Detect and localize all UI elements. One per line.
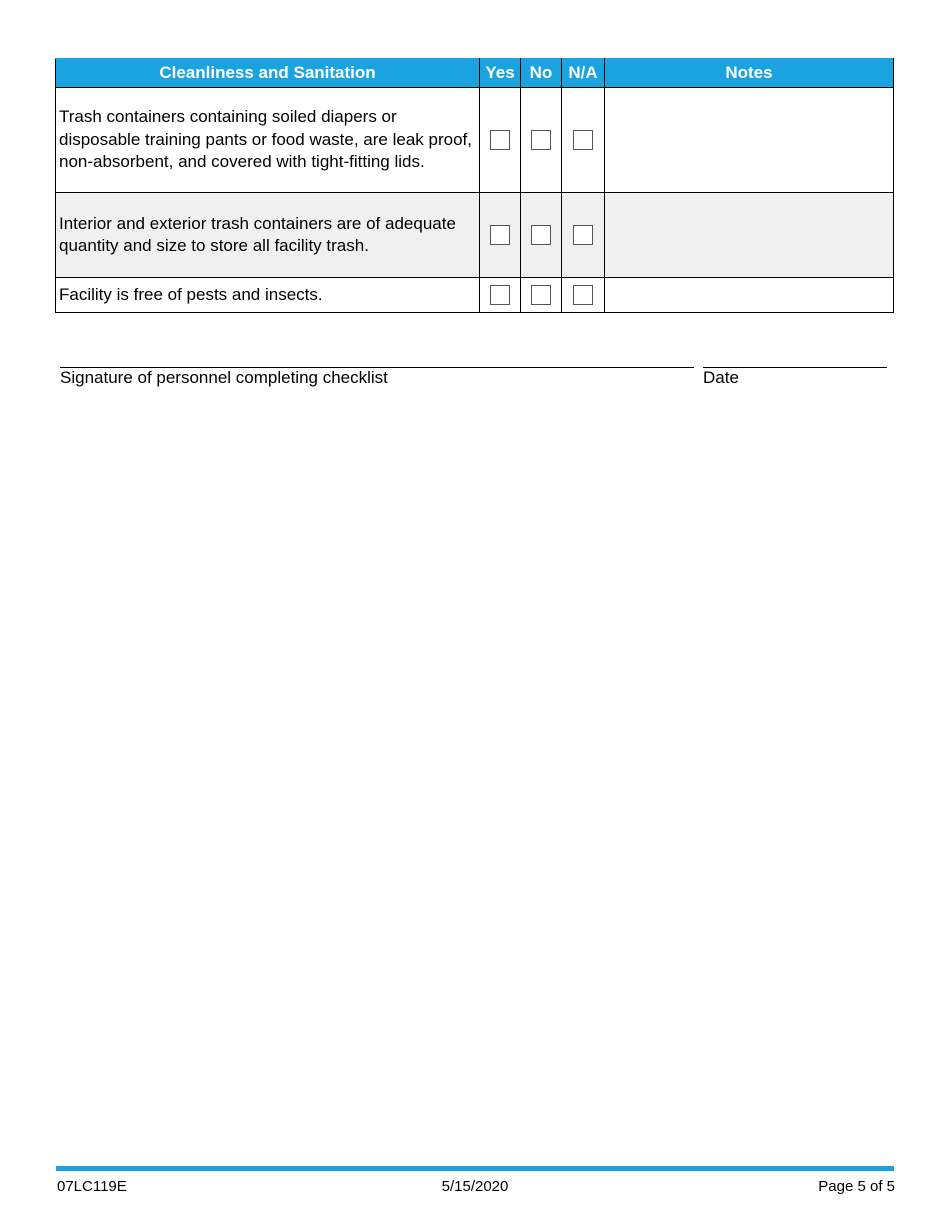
na-checkbox[interactable]	[573, 225, 593, 245]
notes-cell[interactable]	[605, 88, 894, 193]
form-date: 5/15/2020	[441, 1178, 509, 1195]
table-row	[56, 193, 894, 278]
no-cell	[521, 88, 562, 193]
page-number: Page 5 of 5	[818, 1178, 895, 1195]
yes-checkbox[interactable]	[490, 225, 510, 245]
table-row	[56, 278, 894, 313]
na-cell	[562, 88, 605, 193]
no-checkbox[interactable]	[531, 130, 551, 150]
notes-cell[interactable]	[605, 193, 894, 278]
row-item-text: Facility is free of pests and insects.	[56, 278, 480, 313]
no-cell	[521, 278, 562, 313]
header-yes: Yes	[480, 59, 521, 88]
row-item-text: Interior and exterior trash containers are of adequate quantity and size to store all facility trash.	[56, 193, 480, 278]
footer-rule	[56, 1166, 894, 1171]
form-number: 07LC119E	[57, 1178, 127, 1195]
table-row	[56, 88, 894, 193]
date-label: Date	[703, 368, 739, 387]
na-cell	[562, 278, 605, 313]
yes-cell	[480, 88, 521, 193]
yes-cell	[480, 193, 521, 278]
yes-checkbox[interactable]	[490, 130, 510, 150]
checklist-table	[55, 58, 894, 313]
na-checkbox[interactable]	[573, 130, 593, 150]
yes-checkbox[interactable]	[490, 285, 510, 305]
na-checkbox[interactable]	[573, 285, 593, 305]
header-notes: Notes	[605, 59, 894, 88]
table-header-row	[56, 59, 894, 88]
no-checkbox[interactable]	[531, 285, 551, 305]
header-no: No	[521, 59, 562, 88]
notes-cell[interactable]	[605, 278, 894, 313]
na-cell	[562, 193, 605, 278]
yes-cell	[480, 278, 521, 313]
no-checkbox[interactable]	[531, 225, 551, 245]
no-cell	[521, 193, 562, 278]
header-na: N/A	[562, 59, 605, 88]
row-item-text: Trash containers containing soiled diapers or disposable training pants or food waste, are leak proof, non-absorbent, and covered with tight-fitting lids.	[56, 88, 480, 193]
signature-label: Signature of personnel completing checklist	[60, 368, 388, 387]
header-category: Cleanliness and Sanitation	[56, 59, 480, 88]
